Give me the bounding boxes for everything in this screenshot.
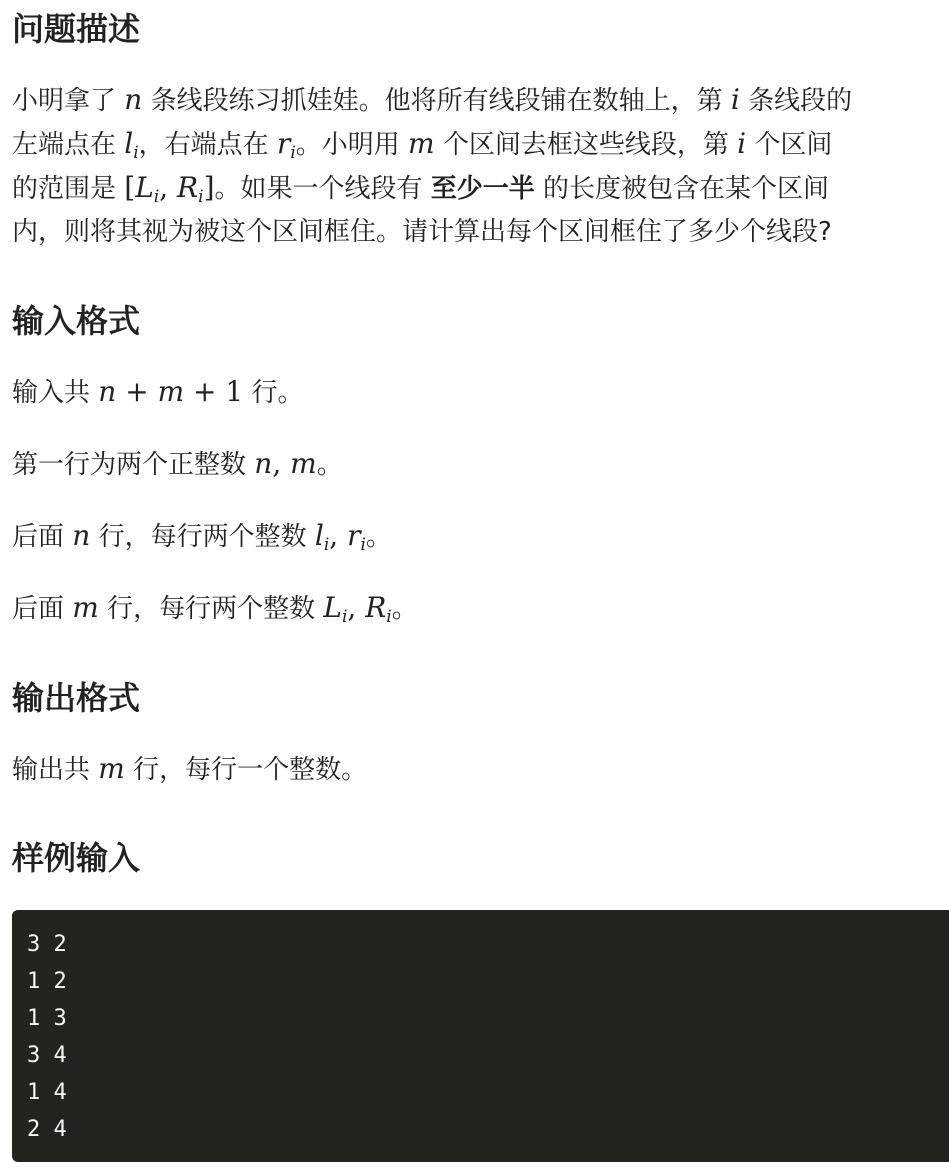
input-interval-lines: 后面 m 行，每行两个整数 $L_i$, $R_i$。 (12, 591, 418, 627)
math-i: i (737, 127, 747, 160)
section-title-input: 输入格式 (12, 302, 141, 340)
code-line: 1 2 (27, 969, 67, 994)
math-L-i: $L_i$ (135, 171, 160, 207)
math-m: m (408, 127, 435, 160)
math-l-i: $l_i$ (124, 127, 139, 163)
math-R-i: $R_i$ (177, 171, 204, 207)
emphasis-at-least-half: 至少一半 (430, 174, 535, 204)
input-segment-lines: 后面 n 行，每行两个整数 $l_i$, $r_i$。 (12, 519, 392, 555)
description-line-3: 的范围是 [$L_i$, $R_i$]。如果一个线段有 至少一半 的长度被包含在某个区间 (12, 171, 830, 207)
code-line: 3 4 (27, 1043, 67, 1068)
description-line-4: 内，则将其视为被这个区间框住。请计算出每个区间框住了多少个线段? (12, 217, 832, 247)
code-line: 3 2 (27, 932, 67, 957)
section-title-sample-input: 样例输入 (12, 839, 141, 877)
input-first-line: 第一行为两个正整数 n, m。 (12, 447, 343, 480)
section-title-output: 输出格式 (12, 679, 141, 717)
description-line-2: 左端点在 $l_i$，右端点在 $r_i$。小明用 m 个区间去框这些线段，第 i 个区间 (12, 127, 833, 163)
code-line: 1 3 (27, 1006, 67, 1031)
input-line-count: 输入共 n + m + 1 行。 (12, 375, 304, 408)
output-description: 输出共 m 行，每行一个整数。 (12, 752, 368, 785)
sample-input-code-block (12, 910, 949, 1162)
code-line: 2 4 (27, 1117, 67, 1142)
math-n: n (124, 83, 143, 116)
math-r-i: $r_i$ (276, 127, 296, 163)
section-title-description: 问题描述 (12, 10, 141, 48)
code-line: 1 4 (27, 1080, 67, 1105)
description-line-1: 小明拿了 n 条线段练习抓娃娃。他将所有线段铺在数轴上，第 i 条线段的 (12, 83, 853, 116)
math-i: i (730, 83, 740, 116)
